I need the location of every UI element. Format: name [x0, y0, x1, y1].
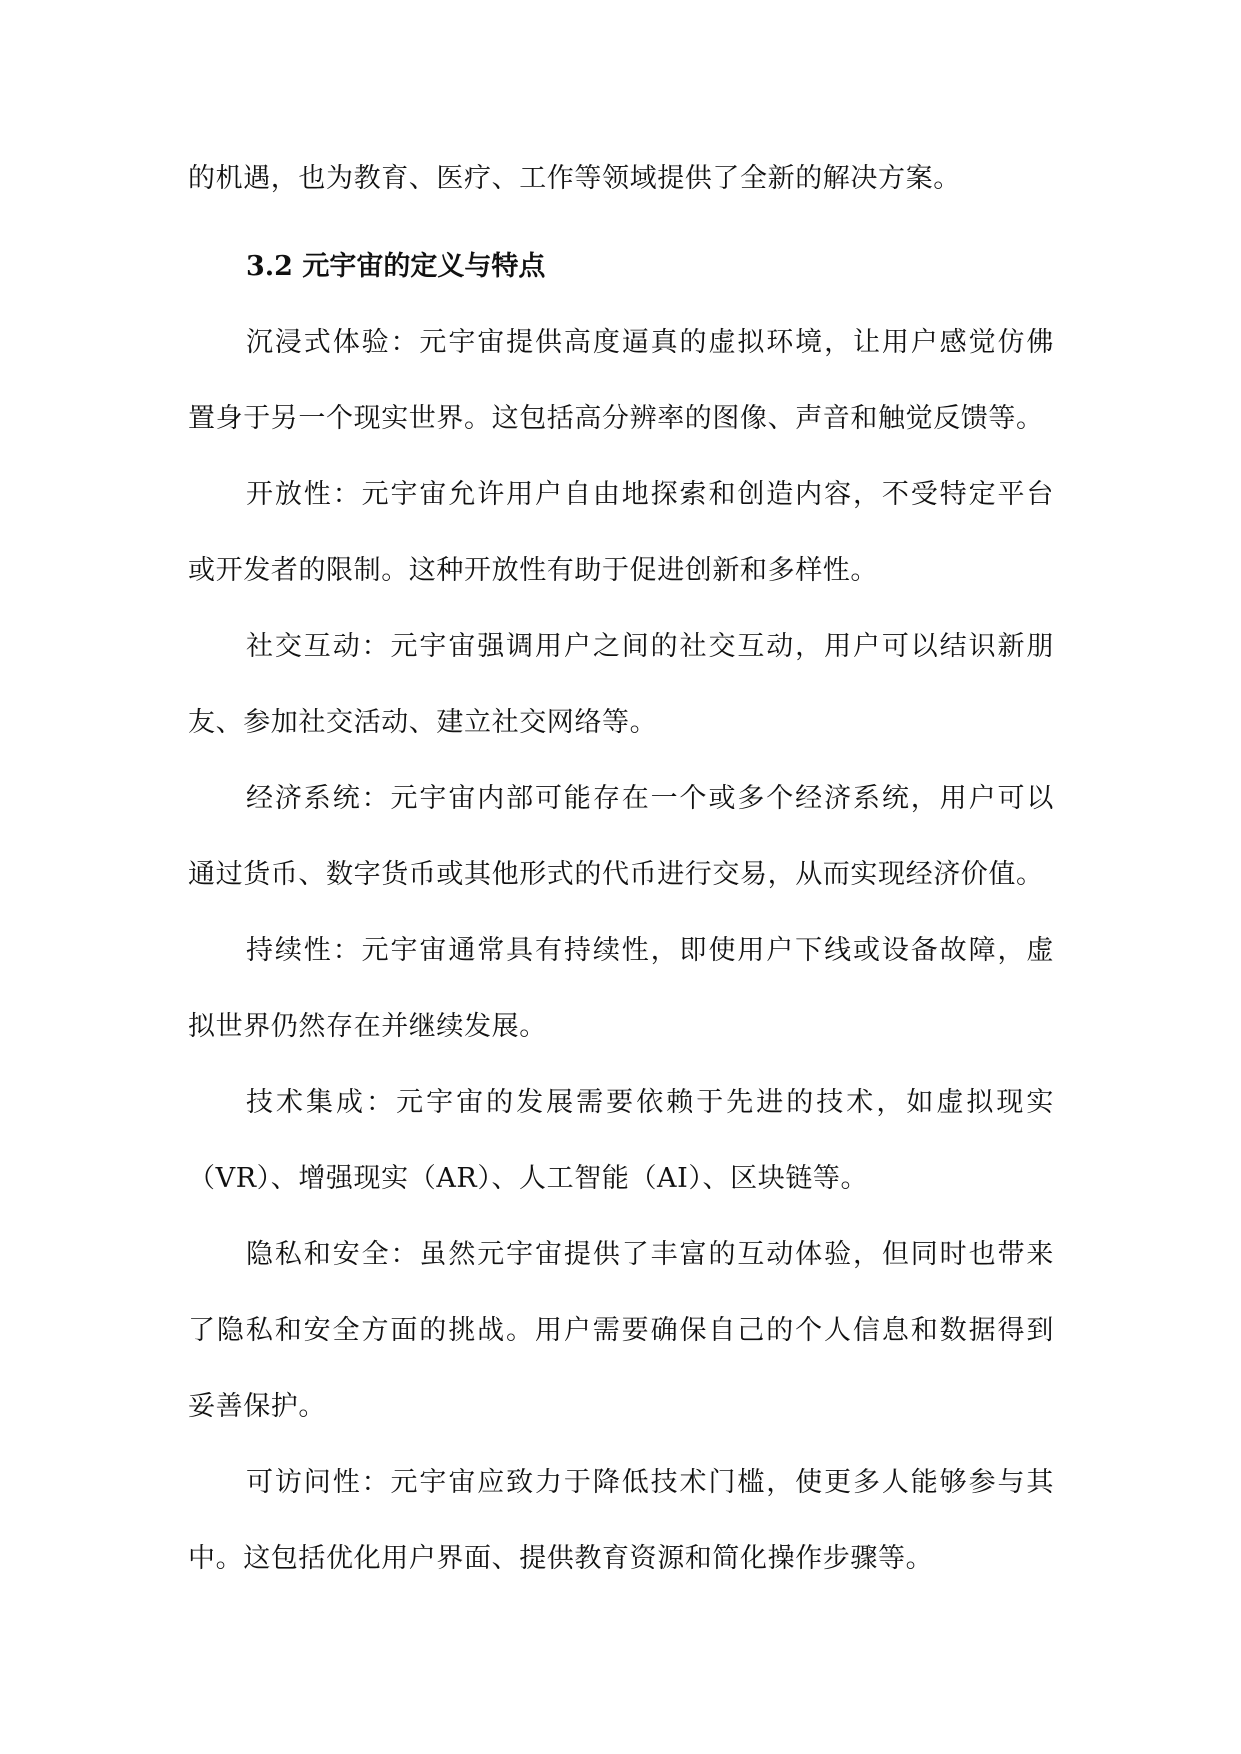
- paragraph-social: [188, 609, 1054, 761]
- paragraph-economy: [188, 761, 1054, 913]
- paragraph-line: 技术集成：元宇宙的发展需要依赖于先进的技术，如虚拟现实: [246, 1087, 1054, 1118]
- paragraph-line: 了隐私和安全方面的挑战。用户需要确保自己的个人信息和数据得到: [188, 1315, 1054, 1346]
- paragraph-immersive: [188, 305, 1054, 457]
- paragraph-technology: [188, 1065, 1054, 1217]
- paragraph-accessibility: [188, 1445, 1054, 1597]
- paragraph-line: 开放性：元宇宙允许用户自由地探索和创造内容，不受特定平台: [246, 479, 1054, 510]
- paragraph-line: 拟世界仍然存在并继续发展。: [188, 1011, 547, 1042]
- paragraph-line: 通过货币、数字货币或其他形式的代币进行交易，从而实现经济价值。: [188, 859, 1044, 890]
- paragraph-privacy: [188, 1217, 1054, 1445]
- intro-line: 的机遇，也为教育、医疗、工作等领域提供了全新的解决方案。: [188, 163, 961, 194]
- paragraph-line: （VR）、增强现实（AR）、人工智能（AI）、区块链等。: [188, 1163, 869, 1194]
- section-heading: 3.2 元宇宙的定义与特点: [246, 251, 546, 282]
- paragraph-line: 经济系统：元宇宙内部可能存在一个或多个经济系统，用户可以: [246, 783, 1054, 814]
- paragraph-line: 妥善保护。: [188, 1391, 326, 1422]
- paragraph-line: 或开发者的限制。这种开放性有助于促进创新和多样性。: [188, 555, 878, 586]
- paragraph-line: 社交互动：元宇宙强调用户之间的社交互动，用户可以结识新朋: [246, 631, 1054, 662]
- paragraph-line: 沉浸式体验：元宇宙提供高度逼真的虚拟环境，让用户感觉仿佛: [246, 327, 1054, 358]
- paragraph-line: 置身于另一个现实世界。这包括高分辨率的图像、声音和触觉反馈等。: [188, 403, 1044, 434]
- paragraph-line: 可访问性：元宇宙应致力于降低技术门槛，使更多人能够参与其: [246, 1467, 1054, 1498]
- paragraph-line: 持续性：元宇宙通常具有持续性，即使用户下线或设备故障，虚: [246, 935, 1054, 966]
- paragraph-openness: [188, 457, 1054, 609]
- document-body: [188, 141, 1054, 1597]
- paragraph-line: 隐私和安全：虽然元宇宙提供了丰富的互动体验，但同时也带来: [246, 1239, 1054, 1270]
- paragraph-persistence: [188, 913, 1054, 1065]
- paragraph-line: 中。这包括优化用户界面、提供教育资源和简化操作步骤等。: [188, 1543, 934, 1574]
- paragraph-line: 友、参加社交活动、建立社交网络等。: [188, 707, 658, 738]
